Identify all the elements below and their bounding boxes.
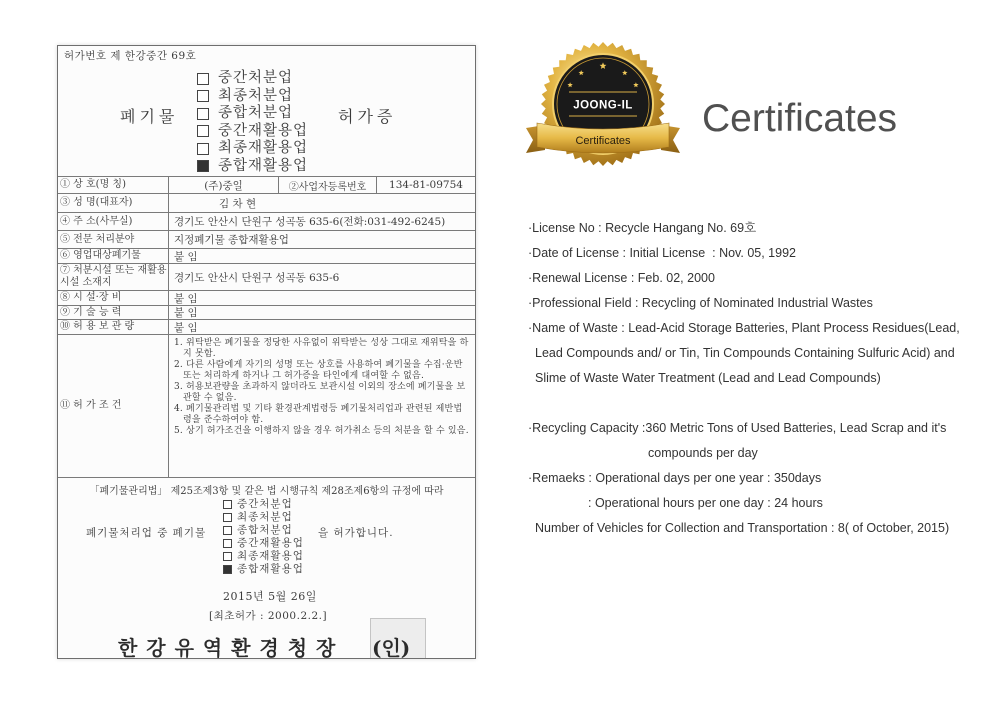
checkbox-icon	[223, 513, 232, 522]
granted-type-label: 종합재활용업	[237, 563, 304, 575]
granted-type-label: 최종재활용업	[237, 550, 304, 562]
address-value: 경기도 안산시 단원구 성곡동 635-6(전화:031-492-6245)	[174, 216, 446, 228]
permit-conditions-list	[169, 335, 475, 477]
grant-suffix-text: 을 허가합니다.	[318, 527, 394, 539]
business-reg-no-value: 134-81-09754	[389, 179, 463, 191]
checkbox-icon	[223, 526, 232, 535]
granted-type-label: 중간처분업	[237, 498, 293, 510]
seal-company-name: JOONG-IL	[573, 99, 633, 112]
permit-title-prefix: 폐기물	[120, 107, 179, 126]
table-row	[58, 176, 475, 193]
detail-line: ·Renewal License : Feb. 02, 2000	[528, 271, 715, 285]
business-type-item	[197, 140, 308, 158]
condition-item: 1. 위탁받은 폐기물을 정당한 사유없이 위탁받는 성상 그대로 재위탁을 하지 못함.	[174, 338, 469, 359]
seal-mark: (인)	[372, 636, 411, 659]
checkbox-icon	[197, 125, 209, 137]
business-type-item	[197, 158, 308, 176]
certificate-details	[528, 216, 960, 541]
representative-value: 김 차 현	[219, 197, 257, 210]
permit-number: 허가번호 제 한강중간 69호	[64, 50, 197, 62]
checkbox-icon	[223, 552, 232, 561]
condition-item: 4. 폐기물관리법 및 기타 환경관계법령등 폐기물처리업과 관련된 제반법령을 준수하여야 함.	[174, 404, 463, 425]
condition-item: 3. 허용보관량을 초과하지 않더라도 보관시설 이외의 장소에 폐기물을 보관할 수 없음.	[174, 382, 466, 403]
checkbox-icon	[197, 160, 209, 172]
detail-line: compounds per day	[648, 446, 758, 460]
business-type-label: 종합처분업	[218, 105, 294, 121]
detail-line: : Operational hours per one day : 24 hours	[588, 496, 823, 510]
detail-line: ·Remaeks : Operational days per one year : 350days	[528, 471, 822, 485]
table-row	[58, 230, 475, 248]
checkbox-icon	[223, 500, 232, 509]
business-type-label: 종합재활용업	[218, 157, 309, 174]
field-label: ③ 성 명(대표자)	[58, 194, 169, 212]
checkbox-icon	[197, 143, 209, 155]
facility-location-value: 경기도 안산시 단원구 성곡동 635-6	[174, 271, 340, 284]
granted-type-item	[223, 537, 304, 550]
detail-line: Number of Vehicles for Collection and Transportation : 8( of October, 2015)	[535, 521, 950, 535]
business-type-label: 최종처분업	[218, 87, 294, 104]
company-name-value: (주)중일	[169, 177, 279, 193]
detail-line: Slime of Waste Water Treatment (Lead and Lead Compounds)	[535, 371, 881, 385]
checkbox-icon	[197, 108, 209, 120]
field-label: ②사업자등록번호	[279, 177, 377, 193]
field-label: ⑨ 기 술 능 력	[58, 306, 169, 319]
business-type-item	[197, 123, 308, 141]
field-label: ⑤ 전문 처리분야	[58, 231, 169, 248]
condition-item: 5. 상기 허가조건을 이행하지 않을 경우 허가취소 등의 처분을 할 수 있음.	[174, 426, 469, 436]
target-waste-value: 붙 임	[174, 250, 198, 263]
detail-line: ·Recycling Capacity :360 Metric Tons of Used Batteries, Lead Scrap and it's	[528, 421, 947, 435]
issue-date: 2015년 5월 26일	[223, 590, 317, 603]
business-type-label: 중간처분업	[218, 70, 294, 86]
table-row	[58, 319, 475, 334]
business-type-label: 최종재활용업	[218, 140, 309, 156]
technical-capacity-value: 붙 임	[174, 307, 198, 319]
storage-allowance-value: 붙 임	[174, 321, 198, 334]
table-row	[58, 334, 475, 477]
business-type-item	[197, 70, 308, 88]
granted-type-label: 최종처분업	[237, 511, 293, 523]
table-row	[58, 290, 475, 305]
granted-type-item	[223, 550, 304, 563]
detail-line: Lead Compounds and/ or Tin, Tin Compounds Containing Sulfuric Acid) and	[535, 346, 955, 360]
equipment-value: 붙 임	[174, 292, 198, 305]
table-row	[58, 263, 475, 290]
granted-type-item	[223, 511, 304, 524]
field-label: ⑦ 처분시설 또는 재활용시설 소재지	[58, 264, 169, 290]
field-label: ⑧ 시 설·장 비	[58, 291, 169, 305]
detail-line: ·Professional Field : Recycling of Nominated Industrial Wastes	[528, 296, 873, 310]
detail-spacer	[528, 391, 960, 416]
granted-type-item	[223, 524, 304, 537]
specialty-value: 지정폐기물 종합재활용업	[174, 234, 289, 246]
field-label: ⑪ 허 가 조 건	[58, 335, 169, 477]
granted-type-label: 종합처분업	[237, 524, 293, 536]
detail-line: ·License No : Recycle Hangang No. 69호	[528, 221, 757, 235]
waste-permit-document	[57, 45, 476, 659]
table-row	[58, 212, 475, 230]
granted-type-item	[223, 563, 304, 576]
granted-type-label: 중간재활용업	[237, 537, 304, 549]
table-row	[58, 305, 475, 319]
detail-line: ·Date of License : Initial License : Nov. 05, 1992	[528, 246, 796, 260]
field-label: ① 상 호(명 칭)	[58, 177, 169, 193]
table-row	[58, 248, 475, 263]
business-type-item	[197, 88, 308, 106]
permit-details-table	[58, 176, 475, 478]
condition-item: 2. 다른 사람에게 자기의 성명 또는 상호를 사용하여 폐기물을 수집·운반 또는 처리하게 하거나 그 허가증을 타인에게 대여할 수 없음.	[174, 360, 463, 381]
field-label: ⑥ 영업대상폐기물	[58, 249, 169, 263]
table-row	[58, 193, 475, 212]
checkbox-icon	[197, 73, 209, 85]
certificate-seal-badge	[523, 40, 683, 170]
legal-basis-text: 「폐기물관리법」 제25조제3항 및 같은 법 시행규칙 제28조제6항의 규정에 따라	[89, 486, 444, 497]
grant-prefix-text: 폐기물처리업 중 폐기물	[86, 527, 207, 539]
page-title: Certificates	[702, 97, 898, 140]
detail-line: ·Name of Waste : Lead-Acid Storage Batteries, Plant Process Residues(Lead,	[528, 321, 960, 335]
field-label: ⑩ 허 용 보 관 량	[58, 320, 169, 334]
granted-type-item	[223, 498, 304, 511]
issuing-authority: 한 강 유 역 환 경 청 장	[118, 636, 337, 659]
business-type-checklist	[197, 70, 308, 175]
granted-type-checklist	[223, 498, 304, 576]
checkbox-icon	[197, 90, 209, 102]
seal-ribbon-text: Certificates	[575, 135, 631, 147]
checkbox-icon	[223, 539, 232, 548]
checkbox-icon	[223, 565, 232, 574]
initial-permit-date: [최초허가 : 2000.2.2.]	[209, 610, 328, 622]
field-label: ④ 주 소(사무실)	[58, 213, 169, 230]
permit-title-suffix: 허가증	[338, 107, 397, 126]
business-type-item	[197, 105, 308, 123]
business-type-label: 중간재활용업	[218, 122, 309, 139]
